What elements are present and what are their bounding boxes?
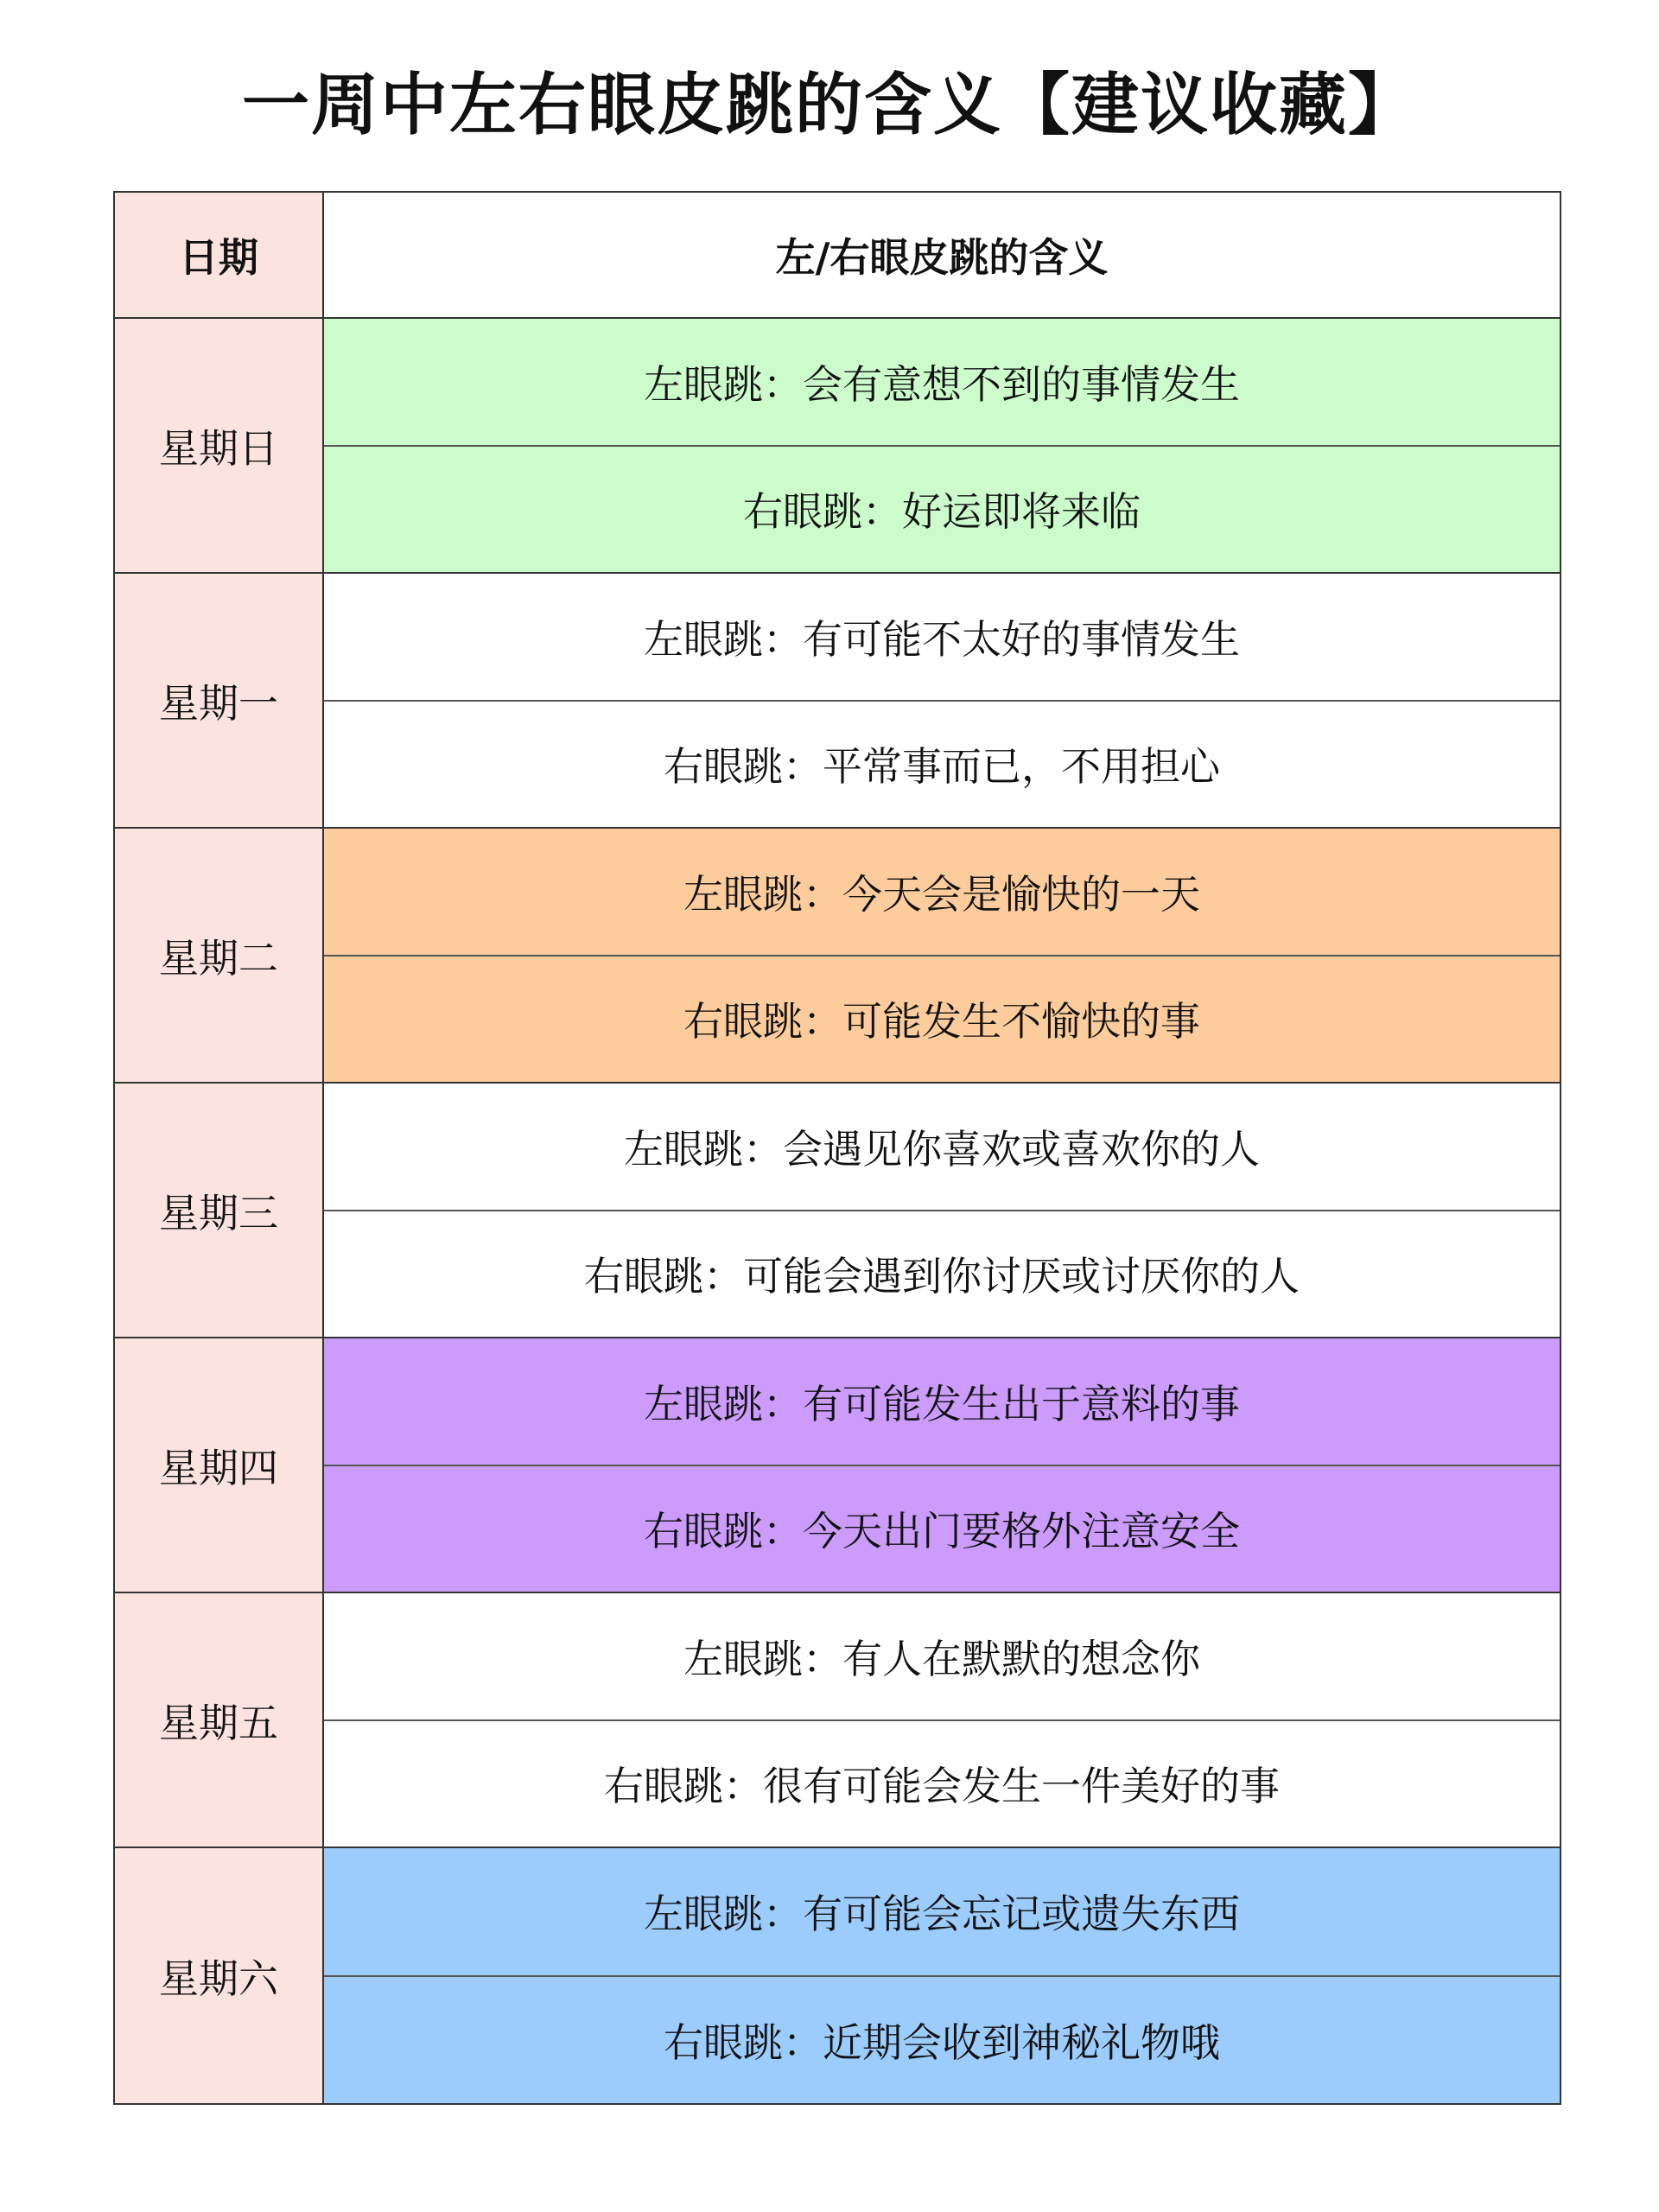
header-meaning-cell: 左/右眼皮跳的含义 [775, 234, 1109, 281]
left-eye-meaning: 左眼跳：有人在默默的想念你 [324, 1593, 1560, 1721]
left-eye-meaning: 左眼跳：今天会是愉快的一天 [324, 829, 1560, 957]
day-group-sunday [115, 319, 1560, 574]
right-eye-meaning: 右眼跳：今天出门要格外注意安全 [644, 1508, 1240, 1555]
meanings [324, 1593, 1560, 1847]
right-eye-meaning: 右眼跳：很有可能会发生一件美好的事 [604, 1763, 1280, 1810]
left-eye-meaning: 左眼跳：有可能会忘记或遗失东西 [324, 1848, 1560, 1977]
meanings [324, 1848, 1560, 2103]
left-eye-meaning: 左眼跳：会有意想不到的事情发生 [324, 319, 1560, 447]
meanings [324, 1338, 1560, 1592]
left-eye-meaning: 左眼跳：有可能不太好的事情发生 [324, 574, 1560, 702]
right-eye-meaning: 右眼跳：平常事而已，不用担心 [664, 743, 1220, 791]
meanings [324, 574, 1560, 827]
day-cell: 星期日 [115, 319, 324, 572]
day-cell: 星期六 [115, 1848, 324, 2103]
right-eye-meaning: 右眼跳：可能会遇到你讨厌或讨厌你的人 [584, 1253, 1300, 1300]
right-eye-meaning: 右眼跳：可能发生不愉快的事 [683, 998, 1200, 1046]
day-group-tuesday [115, 829, 1560, 1084]
header-date-cell: 日期 [115, 193, 324, 317]
meanings [324, 829, 1560, 1082]
eyelid-meaning-table [113, 191, 1561, 2105]
meanings [324, 1084, 1560, 1337]
right-eye-meaning: 右眼跳：近期会收到神秘礼物哦 [664, 2018, 1220, 2066]
day-cell: 星期三 [115, 1084, 324, 1337]
day-group-monday [115, 574, 1560, 829]
day-group-thursday [115, 1338, 1560, 1593]
left-eye-meaning: 左眼跳：有可能发生出于意料的事 [324, 1338, 1560, 1466]
page-title: 一周中左右眼皮跳的含义【建议收藏】 [241, 67, 1417, 144]
day-group-saturday [115, 1848, 1560, 2103]
day-cell: 星期四 [115, 1338, 324, 1592]
table-header-row [115, 193, 1560, 319]
left-eye-meaning: 左眼跳：会遇见你喜欢或喜欢你的人 [324, 1084, 1560, 1211]
meanings [324, 319, 1560, 572]
day-group-wednesday [115, 1084, 1560, 1338]
day-cell: 星期一 [115, 574, 324, 827]
day-cell: 星期五 [115, 1593, 324, 1847]
day-group-friday [115, 1593, 1560, 1848]
right-eye-meaning: 右眼跳：好运即将来临 [743, 488, 1141, 536]
day-cell: 星期二 [115, 829, 324, 1082]
